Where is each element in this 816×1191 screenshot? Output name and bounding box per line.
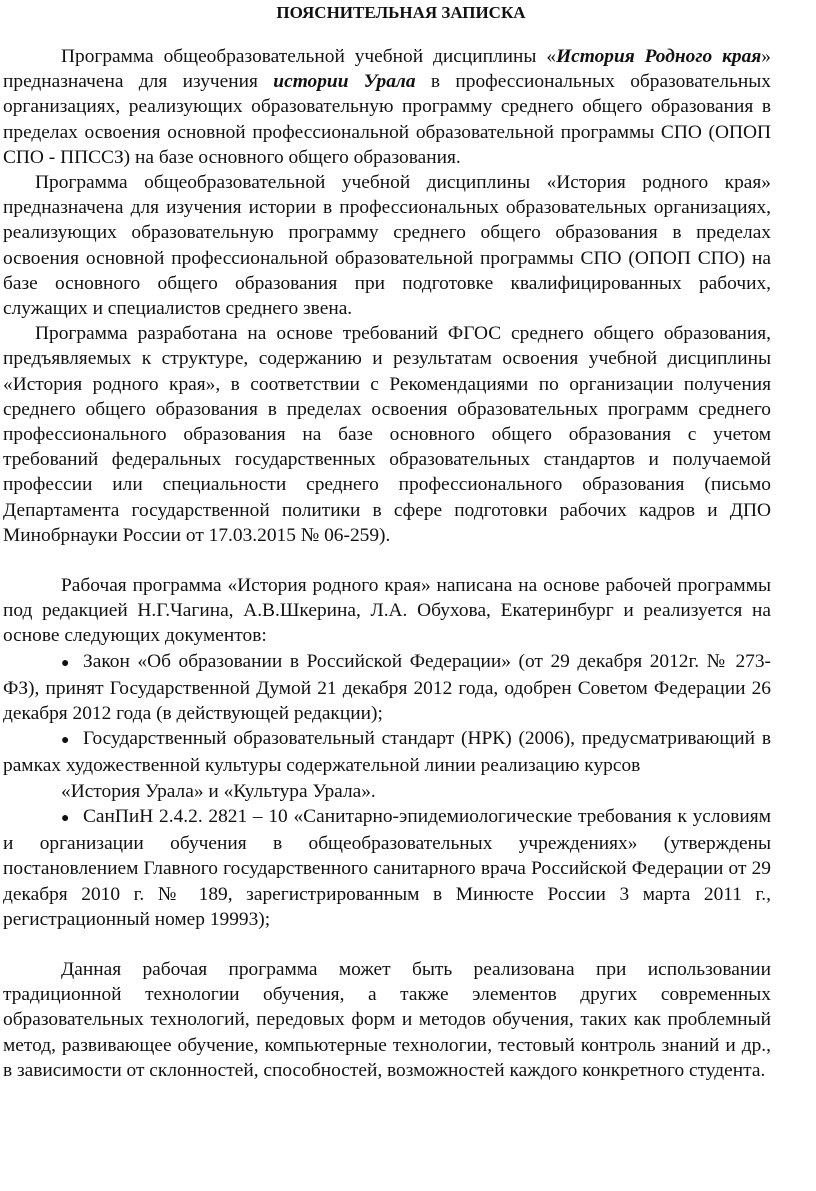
bullet-icon: ● <box>61 733 70 749</box>
paragraph-intro-text-1: Программа общеобразовательной учебной дисциплины « <box>61 46 557 67</box>
list-item <box>3 804 771 932</box>
bullet-icon: ● <box>61 810 70 826</box>
list-item-text: СанПиН 2.4.2. 2821 – 10 «Санитарно-эпидемиологические требования к условиям и организации обучения в общеобразовательных учреждениях» (утверждены постановлением Главного государственного санитарного врача Российской Федерации от 29 декабря 2010 г. № 189, зарегистрированным в Минюсте России 3 марта 2011 г., регистрационный номер 19993); <box>3 805 771 930</box>
list-item <box>3 726 771 778</box>
course-name-emphasis: История Родного края <box>556 46 762 67</box>
documents-list <box>3 649 771 932</box>
list-item <box>3 649 771 727</box>
subject-emphasis: истории Урала <box>273 71 416 93</box>
paragraph-work-program: Рабочая программа «История родного края» написана на основе рабочей программы под редакцией Н.Г.Чагина, А.В.Шкерина, Л.А. Обухова, Екатеринбург и реализуется на основе следующих документов: <box>3 575 771 647</box>
paragraph-spacer <box>3 932 771 957</box>
paragraph-basis: Программа разработана на основе требований ФГОС среднего общего образования, предъявляемых к структуре, содержанию и результатам освоения учебной дисциплины «История родного края», в соответствии с Рекомендациями по организации получения среднего общего образования в пределах освоения образовательных программ среднего профессионального образования на базе основного общего образования с учетом требований федеральных государственных образовательных стандартов и получаемой профессии или специальности среднего профессионального образования (письмо Департамента государственной политики в сфере подготовки рабочих кадров и ДПО Минобрнауки России от 17.03.2015 № 06-259). <box>3 323 771 546</box>
paragraph-intro-text-2: » предназначена для изучения <box>3 46 771 93</box>
paragraph-spacer <box>3 548 771 573</box>
bullet-icon: ● <box>61 655 70 671</box>
paragraph-implementation: Данная рабочая программа может быть реализована при использовании традиционной технологии обучения, а также элементов других современных образовательных технологий, передовых форм и методов обучения, таких как проблемный метод, развивающее обучение, компьютерные технологии, тестовый контроль знаний и др., в зависимости от склонностей, способностей, возможностей каждого конкретного студента. <box>3 958 771 1081</box>
list-item-text: Закон «Об образовании в Российской Федерации» (от 29 декабря 2012г. № 273- ФЗ), принят Государственной Думой 21 декабря 2012 года, одобрен Советом Федерации 26 декабря 2012 года (в действующей редакции); <box>3 650 771 725</box>
paragraph-purpose: Программа общеобразовательной учебной дисциплины «История родного края» предназначена для изучения истории в профессиональных образовательных организациях, реализующих образовательную программу среднего общего образования в пределах освоения основной профессиональной образовательной программы СПО (ОПОП СПО) на базе основного общего образования при подготовке квалифицированных рабочих, служащих и специалистов среднего звена. <box>3 172 771 320</box>
paragraph-intro-text-3: в профессиональных образовательных организациях, реализующих образовательную программу среднего общего образования в пределах освоения основной профессиональной образовательной программы СПО (ОПОП СПО - ППССЗ) на базе основного общего образования. <box>3 71 771 168</box>
document-title: ПОЯСНИТЕЛЬНАЯ ЗАПИСКА <box>276 3 526 22</box>
paragraph-intro <box>3 44 771 170</box>
list-item-continuation: «История Урала» и «Культура Урала». <box>61 780 376 802</box>
list-item-text: Государственный образовательный стандарт (НРК) (2006), предусматривающий в рамках художественной культуры содержательной линии реализацию курсов <box>3 728 771 777</box>
